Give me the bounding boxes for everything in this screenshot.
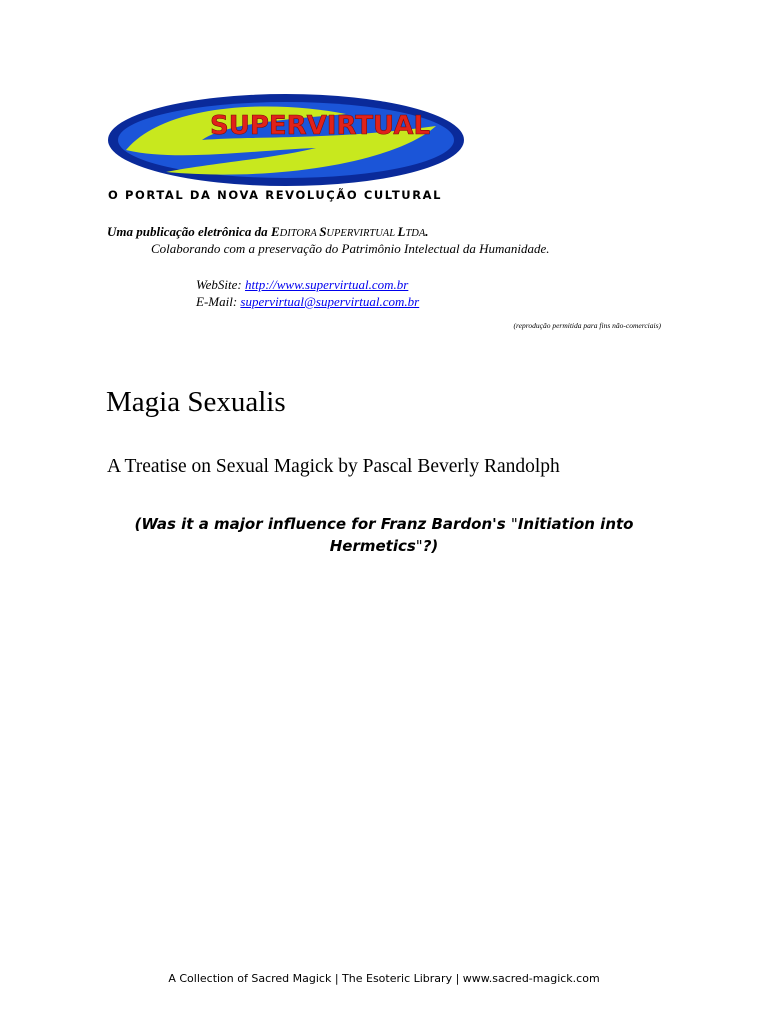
website-line bbox=[196, 277, 408, 293]
publisher-end: . bbox=[425, 224, 429, 239]
publisher-initial-l: L bbox=[397, 224, 406, 239]
reproduction-note: (reprodução permitida para fins não-comerciais) bbox=[513, 321, 661, 330]
question-quote-open: " bbox=[510, 515, 518, 533]
logo-tagline: O PORTAL DA NOVA REVOLUÇÃO CULTURAL bbox=[108, 188, 443, 202]
footer-text: A Collection of Sacred Magick | The Esoteric Library | www.sacred-magick.com bbox=[168, 972, 600, 985]
question-open: (Was it a major influence for Franz Bardon's bbox=[134, 515, 511, 533]
question-quote-close: " bbox=[415, 537, 423, 555]
website-label: WebSite: bbox=[196, 277, 245, 292]
email-line bbox=[196, 294, 419, 310]
supervirtual-logo-graphic bbox=[106, 92, 466, 192]
collaboration-line: Colaborando com a preservação do Patrimônio Intelectual da Humanidade. bbox=[151, 241, 550, 256]
email-link[interactable]: supervirtual@supervirtual.com.br bbox=[240, 294, 420, 309]
publisher-initial-s: S bbox=[319, 224, 327, 239]
document-subtitle: A Treatise on Sexual Magick by Pascal Beverly Randolph bbox=[107, 456, 560, 477]
email-label: E-Mail: bbox=[196, 294, 241, 309]
publisher-part-upervirtual: UPERVIRTUAL bbox=[326, 228, 398, 239]
publisher-part-tda: TDA bbox=[405, 228, 426, 239]
publisher-initial-e: E bbox=[270, 224, 280, 239]
publication-line bbox=[107, 224, 429, 240]
publisher-part-ditora: DITORA bbox=[279, 228, 320, 239]
question-close: ?) bbox=[422, 537, 439, 555]
document-title: Magia Sexualis bbox=[106, 386, 286, 418]
publication-prefix: Uma publicação eletrônica da bbox=[107, 224, 271, 239]
logo-wordmark: SUPERVIRTUAL bbox=[210, 111, 431, 141]
question-line bbox=[108, 513, 660, 557]
website-link[interactable]: http://www.supervirtual.com.br bbox=[244, 277, 409, 292]
question-work: Initiation into Hermetics bbox=[329, 515, 634, 555]
